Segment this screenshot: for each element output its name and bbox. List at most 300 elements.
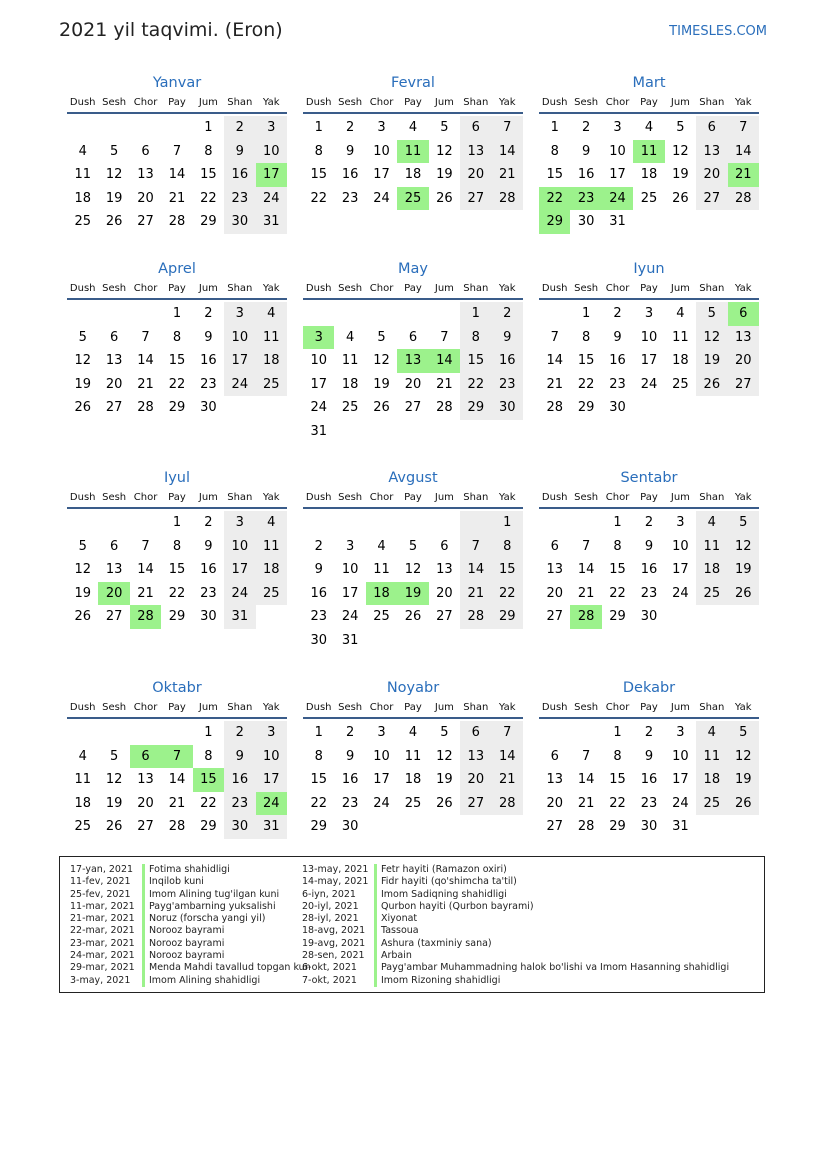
day-cell: 26 [404, 609, 422, 624]
day-cell: 23 [492, 373, 523, 397]
day-cell: 21 [137, 585, 154, 601]
day-cell: 1 [172, 515, 182, 530]
day-cell: 15 [609, 562, 626, 577]
day-grid [303, 511, 523, 652]
day-grid [539, 721, 759, 839]
day-cell: 25 [74, 214, 91, 229]
day-cell: 25 [256, 582, 287, 606]
day-cell: 22 [200, 190, 217, 206]
empty-day [539, 511, 570, 535]
day-cell: 16 [310, 585, 327, 601]
month-iyun [539, 258, 759, 420]
day-cell: 16 [640, 772, 658, 787]
weekday-header [539, 280, 759, 300]
day-cell: 28 [168, 819, 186, 834]
day-cell: 27 [137, 819, 154, 834]
day-cell: 22 [460, 373, 491, 397]
day-cell: 21 [577, 795, 595, 811]
weekday-label: Sesh [102, 283, 127, 294]
day-cell: 27 [728, 373, 759, 397]
day-cell: 17 [672, 772, 689, 787]
day-cell: 1 [550, 120, 559, 135]
day-cell: 11 [256, 535, 287, 559]
weekday-label: Shan [227, 97, 253, 108]
day-cell: 11 [341, 353, 359, 368]
day-cell: 2 [204, 306, 213, 321]
day-cell: 17 [672, 562, 689, 577]
empty-day [303, 511, 334, 535]
day-cell: 4 [676, 306, 685, 321]
weekday-label: Chor [133, 702, 158, 713]
day-cell: 13 [546, 772, 563, 787]
day-cell: 7 [728, 116, 759, 140]
weekday-label: Shan [463, 283, 489, 294]
holiday-name: Payg'ambarning yuksalishi [149, 900, 276, 912]
weekday-label: Sesh [338, 97, 363, 108]
weekday-label: Chor [369, 283, 394, 294]
day-cell: 14 [168, 167, 186, 182]
day-cell: 22 [310, 190, 327, 206]
day-cell: 25 [696, 792, 727, 816]
weekday-label: Chor [369, 492, 394, 503]
day-cell: 12 [74, 562, 91, 577]
day-cell: 23 [310, 609, 327, 624]
holiday-item [70, 864, 311, 876]
day-cell: 9 [224, 745, 255, 769]
day-cell: 4 [696, 511, 727, 535]
day-cell: 20 [436, 585, 453, 601]
day-cell: 22 [200, 795, 217, 811]
day-cell: 13 [460, 140, 491, 164]
day-cell: 30 [640, 609, 658, 624]
holiday-item [302, 864, 729, 876]
day-cell: 29 [200, 214, 217, 229]
day-cell: 11 [74, 772, 91, 787]
day-cell: 26 [672, 190, 689, 206]
day-cell: 22 [492, 582, 523, 606]
day-cell: 25 [696, 582, 727, 606]
holiday-name: Norooz bayrami [149, 937, 225, 949]
day-cell: 30 [310, 632, 327, 648]
day-cell: 11 [696, 535, 727, 559]
day-cell: 5 [728, 721, 759, 745]
day-cell: 20 [137, 190, 154, 206]
holiday-marker [142, 950, 145, 962]
empty-day [366, 511, 397, 535]
month-may [303, 258, 523, 443]
day-cell: 16 [577, 167, 595, 182]
day-cell: 15 [168, 353, 186, 368]
day-cell: 12 [105, 772, 123, 787]
day-cell: 17 [373, 167, 390, 182]
day-cell: 29 [460, 396, 491, 420]
day-cell: 27 [460, 792, 491, 816]
holiday-date: 18-avg, 2021 [302, 925, 366, 937]
weekday-label: Shan [227, 492, 253, 503]
day-cell: 12 [696, 326, 727, 350]
day-cell: 23 [640, 585, 658, 601]
holiday-marker [374, 913, 377, 925]
day-cell: 27 [436, 609, 453, 624]
day-cell: 25 [341, 400, 359, 415]
weekday-label: Dush [541, 97, 568, 108]
holiday-date: 29-mar, 2021 [70, 962, 135, 974]
day-cell: 24 [341, 609, 359, 624]
day-cell: 2 [224, 116, 255, 140]
day-cell: 24 [373, 190, 390, 206]
day-cell: 20 [696, 163, 727, 187]
weekday-header [539, 699, 759, 719]
day-cell: 4 [377, 538, 386, 554]
day-cell: 17 [373, 772, 390, 787]
weekday-label: Pay [640, 283, 658, 294]
day-cell: 1 [492, 511, 523, 535]
day-cell: 6 [696, 116, 727, 140]
day-grid [303, 302, 523, 443]
day-cell: 31 [224, 605, 255, 629]
day-cell: 4 [78, 748, 87, 764]
day-cell: 18 [256, 349, 287, 373]
holiday-date: 25-fev, 2021 [70, 888, 131, 900]
day-grid [539, 511, 759, 629]
day-cell: 19 [436, 167, 453, 182]
day-cell: 21 [460, 582, 491, 606]
empty-day [130, 116, 161, 140]
day-cell: 1 [613, 725, 622, 740]
day-cell: 30 [492, 396, 523, 420]
day-cell: 27 [137, 214, 154, 229]
weekday-label: Pay [640, 97, 658, 108]
day-cell: 26 [373, 400, 390, 415]
day-grid [539, 116, 759, 234]
day-cell: 10 [640, 329, 658, 345]
day-cell: 2 [204, 515, 213, 530]
day-cell: 17 [310, 376, 327, 392]
day-cell: 5 [728, 511, 759, 535]
holiday-name: Fidr hayiti (qo'shimcha ta'til) [381, 876, 517, 888]
day-cell: 9 [644, 748, 654, 764]
empty-day [429, 511, 460, 535]
day-cell: 13 [696, 140, 727, 164]
weekday-label: Dush [541, 283, 568, 294]
day-cell: 11 [672, 329, 689, 345]
day-cell: 4 [345, 329, 355, 345]
empty-day [130, 511, 161, 535]
day-cell: 11 [404, 748, 422, 764]
weekday-header [303, 699, 523, 719]
day-cell: 29 [168, 609, 186, 624]
day-cell: 22 [539, 187, 570, 211]
holiday-date: 11-mar, 2021 [70, 900, 135, 912]
day-cell: 4 [696, 721, 727, 745]
day-cell: 23 [609, 376, 626, 392]
day-grid [67, 302, 287, 420]
day-cell: 18 [640, 167, 658, 182]
day-cell: 29 [577, 400, 595, 415]
day-cell: 23 [224, 792, 255, 816]
weekday-label: Chor [133, 97, 158, 108]
day-cell: 3 [224, 302, 255, 326]
day-cell: 26 [728, 582, 759, 606]
day-cell: 30 [224, 815, 255, 839]
day-cell: 2 [345, 725, 355, 740]
day-cell: 23 [341, 795, 359, 811]
day-cell: 14 [137, 353, 154, 368]
weekday-label: Yak [734, 97, 752, 108]
day-cell: 3 [676, 515, 685, 530]
day-cell: 24 [602, 187, 633, 211]
day-cell: 3 [613, 120, 622, 135]
empty-day [67, 721, 98, 745]
day-cell: 12 [436, 748, 453, 764]
day-cell: 16 [640, 562, 658, 577]
holiday-name: Payg'ambar Muhammadning halok bo'lishi va Imom Hasanning shahidligi [381, 962, 730, 974]
empty-day [67, 302, 98, 326]
holiday-item [302, 901, 729, 913]
holiday-name: Tassoua [381, 925, 419, 937]
day-cell: 2 [345, 120, 355, 135]
month-name: Oktabr [152, 680, 202, 696]
holiday-marker [374, 864, 377, 876]
day-cell: 15 [193, 768, 224, 792]
day-cell: 14 [137, 562, 154, 577]
holiday-name: Norooz bayrami [149, 950, 225, 962]
empty-day [539, 302, 570, 326]
day-cell: 3 [644, 306, 654, 321]
empty-day [98, 302, 129, 326]
day-cell: 24 [256, 792, 287, 816]
holiday-date: 13-may, 2021 [302, 864, 369, 875]
holiday-date: 24-mar, 2021 [70, 950, 135, 962]
day-cell: 25 [404, 795, 422, 811]
weekday-label: Jum [670, 283, 690, 294]
day-cell: 5 [696, 302, 727, 326]
day-cell: 15 [609, 772, 626, 787]
day-cell: 29 [539, 210, 570, 234]
weekday-label: Sesh [338, 702, 363, 713]
month-name: May [398, 261, 428, 277]
day-cell: 17 [224, 558, 255, 582]
month-mart [539, 72, 759, 234]
day-cell: 4 [256, 302, 287, 326]
holiday-marker [374, 950, 377, 962]
day-cell: 1 [204, 725, 213, 740]
day-cell: 17 [256, 163, 287, 187]
holiday-item [302, 938, 729, 950]
day-cell: 27 [105, 400, 123, 415]
weekday-label: Dush [305, 283, 332, 294]
day-cell: 11 [633, 140, 664, 164]
day-cell: 8 [613, 538, 622, 554]
day-cell: 14 [728, 140, 759, 164]
day-cell: 14 [168, 772, 186, 787]
day-cell: 16 [200, 353, 217, 368]
day-cell: 12 [74, 353, 91, 368]
weekday-label: Sesh [338, 492, 363, 503]
holiday-list-left [70, 864, 311, 987]
day-cell: 14 [492, 745, 523, 769]
day-cell: 10 [341, 562, 359, 577]
day-cell: 15 [460, 349, 491, 373]
weekday-label: Pay [404, 492, 422, 503]
day-cell: 15 [168, 562, 186, 577]
day-cell: 9 [345, 748, 355, 764]
day-cell: 20 [105, 376, 123, 392]
day-cell: 7 [581, 748, 591, 764]
day-cell: 7 [161, 745, 192, 769]
day-cell: 26 [105, 214, 123, 229]
day-cell: 22 [577, 376, 595, 392]
day-cell: 15 [577, 353, 595, 368]
day-cell: 9 [644, 538, 654, 554]
day-cell: 2 [644, 725, 654, 740]
weekday-label: Jum [198, 97, 218, 108]
day-cell: 3 [377, 725, 386, 740]
month-name: Dekabr [622, 680, 676, 696]
day-cell: 25 [397, 187, 428, 211]
day-cell: 16 [224, 163, 255, 187]
day-cell: 3 [256, 116, 287, 140]
day-cell: 25 [256, 373, 287, 397]
day-cell: 18 [696, 768, 727, 792]
weekday-label: Jum [434, 492, 454, 503]
holiday-date: 22-mar, 2021 [70, 925, 135, 937]
empty-day [429, 302, 460, 326]
weekday-label: Dush [541, 492, 568, 503]
day-cell: 27 [105, 609, 123, 624]
weekday-header [303, 280, 523, 300]
weekday-label: Chor [605, 492, 630, 503]
day-cell: 22 [168, 585, 186, 601]
weekday-label: Yak [262, 283, 280, 294]
day-cell: 16 [200, 562, 217, 577]
weekday-label: Jum [198, 492, 218, 503]
day-cell: 19 [728, 768, 759, 792]
day-cell: 19 [397, 582, 428, 606]
weekday-label: Pay [640, 702, 658, 713]
holiday-item [70, 938, 311, 950]
holiday-name: Xiyonat [381, 913, 418, 925]
day-cell: 8 [172, 538, 182, 554]
day-cell: 14 [546, 353, 563, 368]
day-cell: 24 [640, 376, 658, 392]
day-cell: 18 [74, 190, 91, 206]
day-cell: 20 [728, 349, 759, 373]
day-cell: 23 [200, 376, 217, 392]
day-cell: 23 [341, 190, 359, 206]
day-cell: 20 [546, 585, 563, 601]
day-grid [539, 302, 759, 420]
day-cell: 12 [436, 143, 453, 159]
month-sentabr [539, 467, 759, 629]
day-cell: 24 [224, 582, 255, 606]
weekday-label: Yak [262, 97, 280, 108]
empty-day [334, 302, 365, 326]
weekday-label: Shan [227, 283, 253, 294]
month-name: Aprel [158, 261, 196, 277]
holiday-marker [142, 889, 145, 901]
weekday-header [539, 489, 759, 509]
weekday-label: Sesh [102, 492, 127, 503]
weekday-label: Chor [133, 492, 158, 503]
day-cell: 10 [609, 143, 626, 159]
day-cell: 10 [373, 143, 390, 159]
day-cell: 19 [105, 190, 123, 206]
day-cell: 1 [613, 515, 622, 530]
day-cell: 18 [696, 558, 727, 582]
day-cell: 19 [74, 585, 91, 601]
day-cell: 13 [137, 772, 154, 787]
empty-day [161, 116, 192, 140]
day-cell: 17 [224, 349, 255, 373]
empty-day [98, 116, 129, 140]
empty-day [539, 721, 570, 745]
day-cell: 12 [373, 353, 390, 368]
day-cell: 8 [460, 326, 491, 350]
day-cell: 28 [492, 792, 523, 816]
weekday-label: Yak [734, 492, 752, 503]
weekday-label: Dush [541, 702, 568, 713]
weekday-label: Yak [498, 492, 516, 503]
site-link[interactable]: TIMESLES.COM [669, 24, 767, 39]
day-cell: 21 [577, 585, 595, 601]
day-cell: 14 [429, 349, 460, 373]
day-cell: 6 [408, 329, 418, 345]
day-cell: 1 [172, 306, 182, 321]
day-cell: 27 [404, 400, 422, 415]
month-aprel [67, 258, 287, 420]
day-cell: 13 [397, 349, 428, 373]
weekday-label: Chor [605, 702, 630, 713]
day-cell: 7 [141, 329, 150, 345]
holiday-name: Fetr hayiti (Ramazon oxiri) [381, 864, 507, 875]
day-cell: 9 [345, 143, 355, 159]
holiday-marker [142, 864, 145, 876]
day-cell: 8 [550, 143, 559, 159]
day-cell: 18 [404, 167, 422, 182]
weekday-label: Sesh [338, 283, 363, 294]
holiday-date: 3-may, 2021 [70, 974, 131, 986]
day-cell: 17 [640, 353, 658, 368]
day-cell: 1 [204, 120, 213, 135]
month-name: Mart [632, 75, 666, 91]
holiday-marker [374, 889, 377, 901]
holiday-item [302, 975, 729, 987]
day-cell: 20 [460, 163, 491, 187]
day-cell: 3 [676, 725, 685, 740]
weekday-label: Shan [699, 702, 725, 713]
day-cell: 21 [168, 795, 186, 811]
holiday-name: Imom Rizoning shahidligi [381, 974, 501, 986]
day-cell: 9 [613, 329, 622, 345]
holiday-marker [142, 962, 145, 974]
day-cell: 5 [377, 329, 386, 345]
day-cell: 12 [672, 143, 689, 159]
day-cell: 17 [609, 167, 626, 182]
holiday-date: 7-okt, 2021 [302, 974, 357, 986]
holiday-item [70, 876, 311, 888]
day-cell: 15 [546, 167, 563, 182]
day-cell: 14 [460, 558, 491, 582]
day-cell: 6 [141, 143, 150, 159]
holiday-item [302, 876, 729, 888]
day-cell: 5 [440, 120, 449, 135]
weekday-label: Jum [434, 97, 454, 108]
day-cell: 30 [224, 210, 255, 234]
weekday-label: Jum [434, 283, 454, 294]
month-avgust [303, 467, 523, 652]
day-cell: 1 [460, 302, 491, 326]
